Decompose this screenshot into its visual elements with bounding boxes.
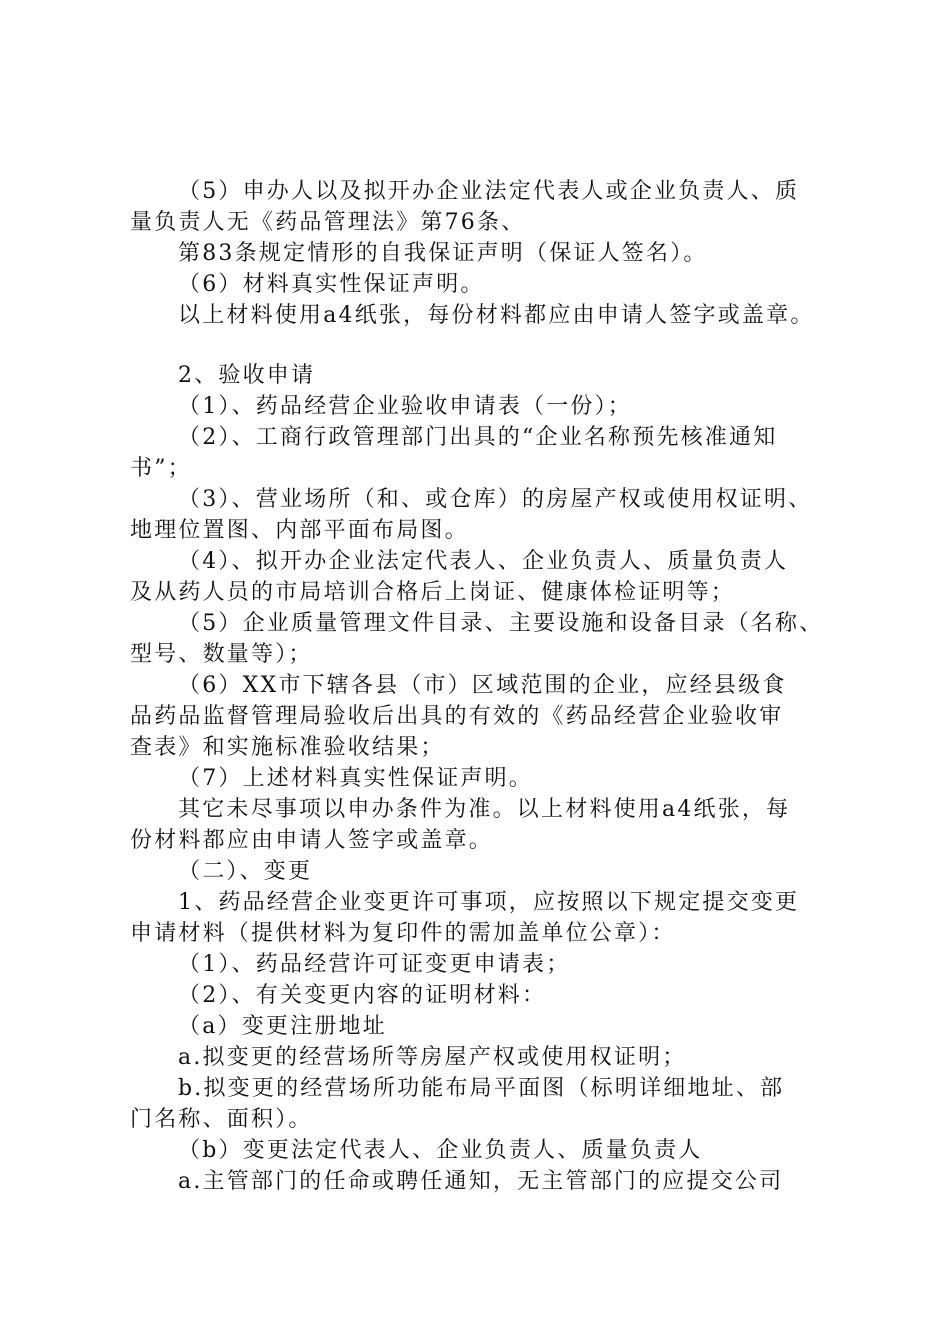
paragraph-line: （4）、拟开办企业法定代表人、企业负责人、质量负责人: [178, 549, 789, 574]
paragraph-line: （5）申办人以及拟开办企业法定代表人或企业负责人、质: [178, 179, 800, 204]
paragraph-line: （3）、营业场所（和、或仓库）的房屋产权或使用权证明、: [178, 487, 813, 512]
paragraph-line: 其它未尽事项以申办条件为准。以上材料使用a4纸张，每: [178, 797, 791, 822]
paragraph-line: a.主管部门的任命或聘任通知，无主管部门的应提交公司: [178, 1169, 784, 1194]
paragraph-line: （6）材料真实性保证声明。: [178, 272, 485, 297]
paragraph-line: 型号、数量等）；: [130, 642, 313, 667]
paragraph-line: 地理位置图、内部平面布局图。: [130, 518, 469, 543]
paragraph-line: 申请材料（提供材料为复印件的需加盖单位公章）：: [130, 921, 676, 946]
paragraph-line: （5）企业质量管理文件目录、主要设施和设备目录（名称、: [178, 611, 824, 636]
paragraph-line: b.拟变更的经营场所功能布局平面图（标明详细地址、部: [178, 1076, 785, 1101]
section-heading: （二）、变更: [178, 859, 313, 884]
paragraph-line: 第83条规定情形的自我保证声明（保证人签名）。: [178, 241, 708, 266]
paragraph-line: 量负责人无《药品管理法》第76条、: [130, 210, 526, 235]
paragraph-line: 书”；: [130, 456, 192, 481]
paragraph-line: 1、药品经营企业变更许可事项，应按照以下规定提交变更: [178, 890, 800, 915]
paragraph-line: （a）变更注册地址: [178, 1014, 387, 1039]
paragraph-line: 及从药人员的市局培训合格后上岗证、健康体检证明等；: [130, 580, 736, 605]
paragraph-line: a.拟变更的经营场所等房屋产权或使用权证明；: [178, 1045, 687, 1070]
paragraph-line: 份材料都应由申请人签字或盖章。: [130, 828, 494, 853]
paragraph-line: 门名称、面积）。: [130, 1107, 313, 1132]
paragraph-line: （2）、工商行政管理部门出具的“企业名称预先核准通知: [178, 425, 778, 450]
paragraph-line: （1）、药品经营企业验收申请表（一份）；: [178, 394, 632, 419]
paragraph-line: （2）、有关变更内容的证明材料：: [178, 983, 547, 1008]
paragraph-line: （7）上述材料真实性保证声明。: [178, 766, 533, 791]
paragraph-line: 以上材料使用a4纸张，每份材料都应由申请人签字或盖章。: [178, 303, 815, 328]
paragraph-line: （b）变更法定代表人、企业负责人、质量负责人: [178, 1138, 703, 1163]
paragraph-line: 品药品监督管理局验收后出具的有效的《药品经营企业验收审: [130, 704, 784, 729]
paragraph-line: （6）XX市下辖各县（市）区域范围的企业，应经县级食: [178, 673, 787, 698]
paragraph-line: 查表》和实施标准验收结果；: [130, 735, 445, 760]
section-heading: 2、验收申请: [178, 363, 316, 388]
paragraph-line: （1）、药品经营许可证变更申请表；: [178, 952, 571, 977]
